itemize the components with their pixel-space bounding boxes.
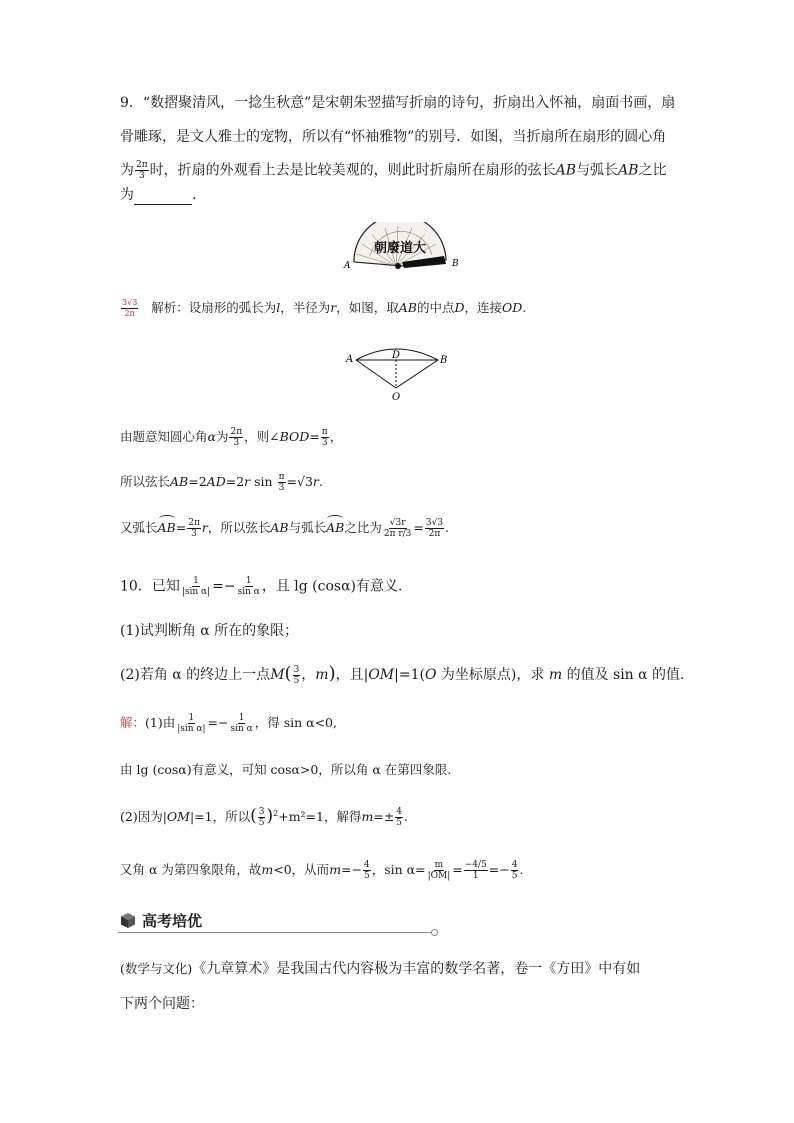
q10-line2: (1)试判断角 α 所在的象限； [120,623,299,639]
answer-blank [134,190,192,205]
q11-line2: 下两个问题： [120,996,204,1012]
q10-line3: (2)若角 α 的终边上一点M( $\frac{3}{5}$ ，m)，且|OM|=1(O 为坐标原点)，求 m 的值及 sin α 的值． [120,663,695,686]
q9-line3: 为 $\frac{2\pi}{3}$ 时，折扇的外观看上去是比较美观的，则此时折扇所在扇形的弦长AB与弧长AB之比 [120,160,667,181]
sol9-step2: 所以弦长AB=2AD=2r sin $\frac{\pi}{3}$ =√3r. [120,472,323,493]
q11-line1: (数学与文化)《九章算术》是我国古代内容极为丰富的数学名著，卷一《方田》中有如 [120,961,641,977]
q9-line2: 骨雕琢，是文人雅士的宠物，所以有“怀袖雅物”的别号．如图，当折扇所在扇形的圆心角 [120,129,667,145]
sol10-step1: 解：(1)由 $\frac{1}{\text{|sin α|}}$ =− $\frac{1}{\text{sin α}}$ ，得 sin α<0, [120,713,337,734]
sol10-step3: (2)因为|OM|=1，所以( $\frac{3}{5}$ )$^2$+m²=1，解得m=± $\frac{4}{5}$ . [120,806,409,829]
section-divider-end [431,929,438,936]
svg-text:O: O [392,392,401,402]
q10-line1: 10．已知 $\frac{1}{\text{|sin α|}}$ =− $\frac{1}{\text{sin α}}$ ，且 lg (cosα)有意义． [120,576,412,597]
sol10-step4: 又角 α 为第四象限角，故m<0，从而m=− $\frac{4}{5}$ ，sin α= $\frac{m}{|OM|}$ = $\frac{-4/5}{1}$ =− $\frac{4}{5}$ . [120,860,524,881]
sol9-step1: 由题意知圆心角α为 $\frac{2\pi}{3}$ ，则∠BOD= $\frac{\pi}{3}$ ， [120,427,343,448]
sector-diagram [344,346,450,402]
section-title: 高考培优 [142,912,203,930]
svg-text:B: B [452,259,459,269]
svg-text:B: B [440,355,448,366]
folding-fan-figure [340,222,460,274]
sol10-step2: 由 lg (cosα)有意义，可知 cosα>0，所以角 α 在第四象限. [120,762,452,777]
cube-icon [120,912,136,929]
sol9-step3: 又弧长AB= $\frac{2\pi}{3}$ r，所以弦长AB与弧长AB之比为 $\frac{√3r}{\text{2π r/3}}$ = $\frac{3√3}{2\pi}$ . [120,518,450,539]
svg-text:A: A [346,354,354,365]
fan-calligraphy: 朝廢道大 [373,241,427,256]
section-header [118,908,438,934]
answer-value: $\frac{3√3}{2\pi}$ [122,298,138,318]
svg-text:D: D [392,350,401,361]
svg-text:A: A [344,261,351,271]
q9-line4: 为 . [120,187,197,203]
sol9-intro: $\frac{3√3}{2\pi}$ 解析：设扇形的弧长为l，半径为r，如图，取AB的中点D，连接OD. [122,298,527,318]
q9-line1: 9．“数摺聚清风，一捻生秋意”是宋朝朱翌描写折扇的诗句，折扇出入怀袖，扇面书画，扇 [120,95,676,111]
section-divider [118,932,434,933]
